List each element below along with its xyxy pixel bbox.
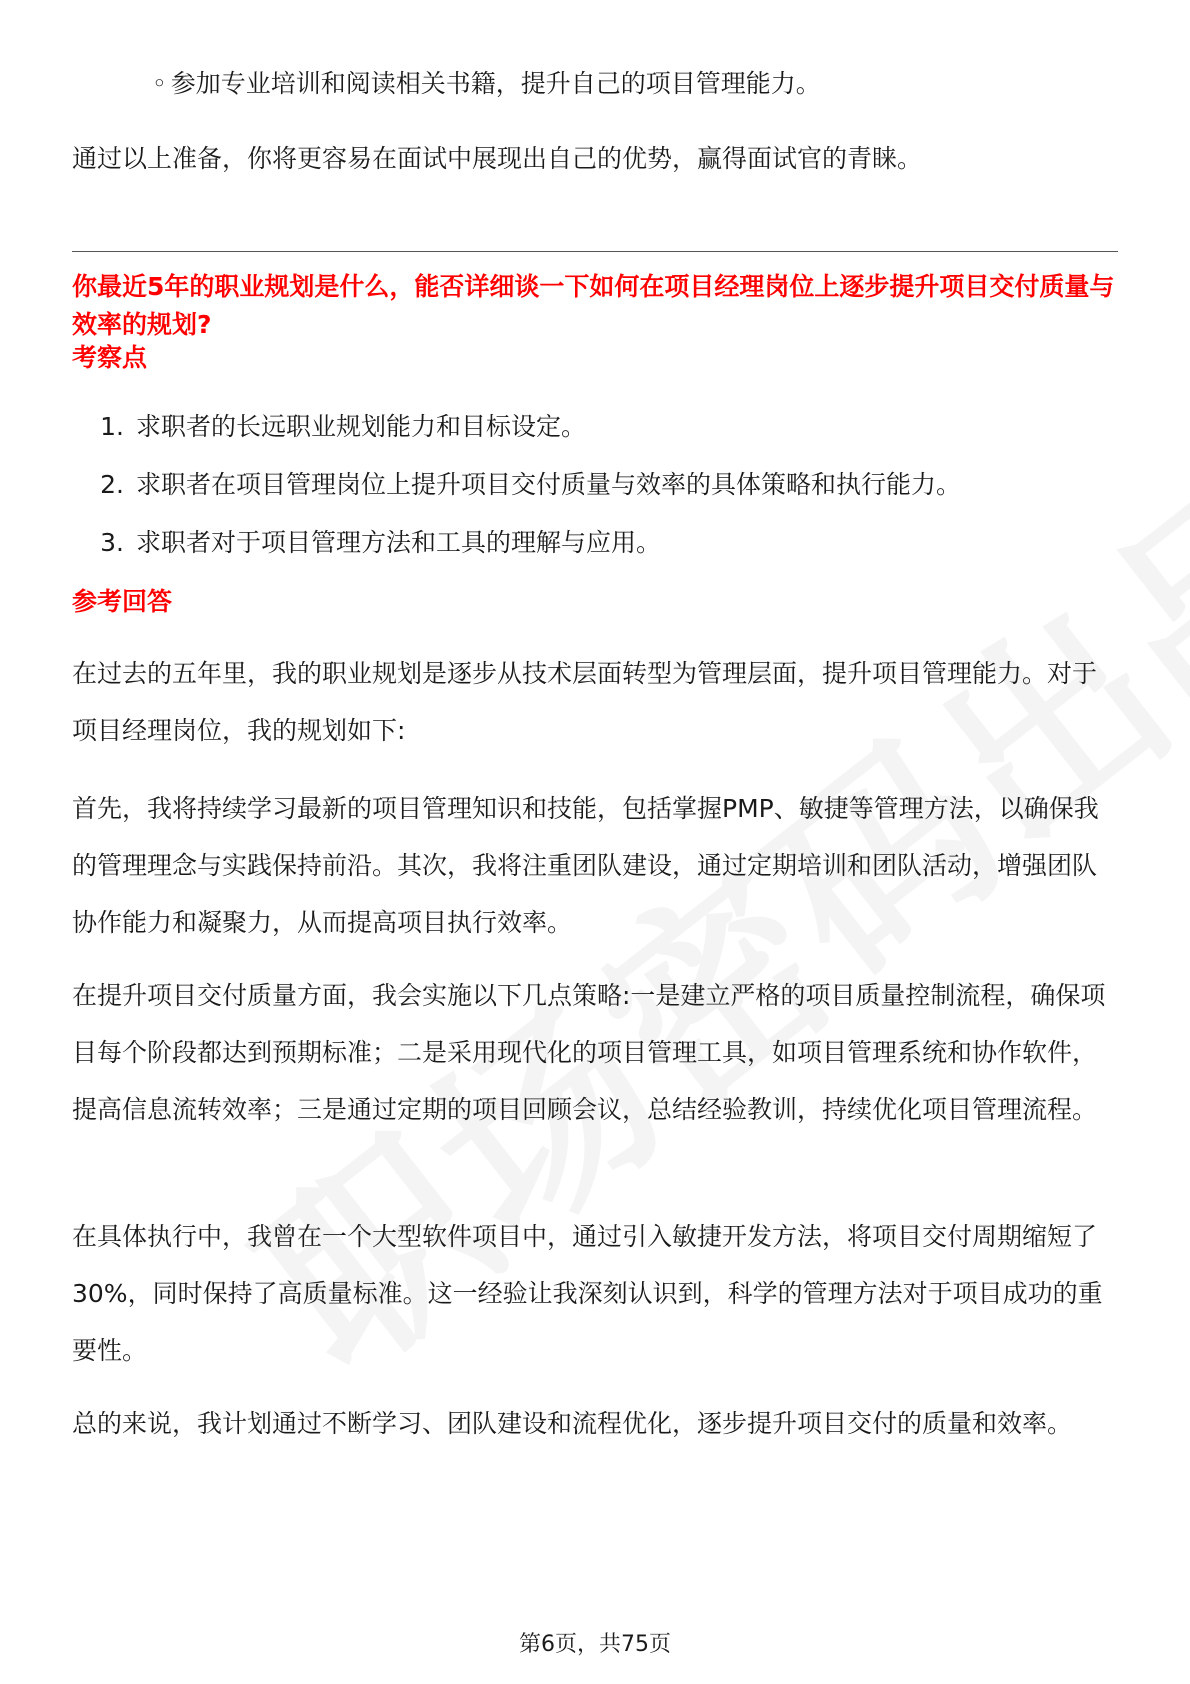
focus-list — [72, 398, 1118, 572]
sub-bullet-text: 参加专业培训和阅读相关书籍，提升自己的项目管理能力。 — [170, 69, 821, 98]
item-text: 求职者在项目管理岗位上提升项目交付质量与效率的具体策略和执行能力。 — [136, 470, 962, 499]
sub-bullet-item — [152, 64, 821, 104]
item-text: 求职者对于项目管理方法和工具的理解与应用。 — [136, 528, 662, 557]
answer-paragraph: 总的来说，我计划通过不断学习、团队建设和流程优化，逐步提升项目交付的质量和效率。 — [72, 1409, 1073, 1438]
item-number: 3. — [100, 528, 124, 557]
page-number: 第6页，共75页 — [519, 1632, 671, 1657]
answer-paragraph: 首先，我将持续学习最新的项目管理知识和技能，包括掌握PMP、敏捷等管理方法，以确保我的管理理念与实践保持前沿。其次，我将注重团队建设，通过定期培训和团队活动，增强团队协作能力和凝聚力，从而提高项目执行效率。 — [72, 794, 1099, 937]
answer-paragraph: 在过去的五年里，我的职业规划是逐步从技术层面转型为管理层面，提升项目管理能力。对于项目经理岗位，我的规划如下: — [72, 659, 1098, 745]
focus-item — [72, 514, 1118, 572]
item-number: 1. — [100, 412, 124, 441]
section-divider — [72, 251, 1118, 252]
focus-item — [72, 398, 1118, 456]
question-title: 你最近5年的职业规划是什么，能否详细谈一下如何在项目经理岗位上逐步提升项目交付质量与效率的规划? — [72, 272, 1115, 339]
focus-heading: 考察点 — [72, 343, 148, 372]
answer-heading: 参考回答 — [72, 587, 173, 616]
closing-paragraph: 通过以上准备，你将更容易在面试中展现出自己的优势，赢得面试官的青睐。 — [72, 144, 923, 173]
answer-paragraph: 在具体执行中，我曾在一个大型软件项目中，通过引入敏捷开发方法，将项目交付周期缩短了30%，同时保持了高质量标准。这一经验让我深刻认识到，科学的管理方法对于项目成功的重要性。 — [72, 1222, 1103, 1365]
bullet-marker: ◦ — [152, 69, 167, 98]
item-number: 2. — [100, 470, 124, 499]
item-text: 求职者的长远职业规划能力和目标设定。 — [136, 412, 587, 441]
answer-paragraph: 在提升项目交付质量方面，我会实施以下几点策略:一是建立严格的项目质量控制流程，确保项目每个阶段都达到预期标准；二是采用现代化的项目管理工具，如项目管理系统和协作软件，提高信息流转效率；三是通过定期的项目回顾会议，总结经验教训，持续优化项目管理流程。 — [72, 981, 1106, 1124]
focus-item — [72, 456, 1118, 514]
